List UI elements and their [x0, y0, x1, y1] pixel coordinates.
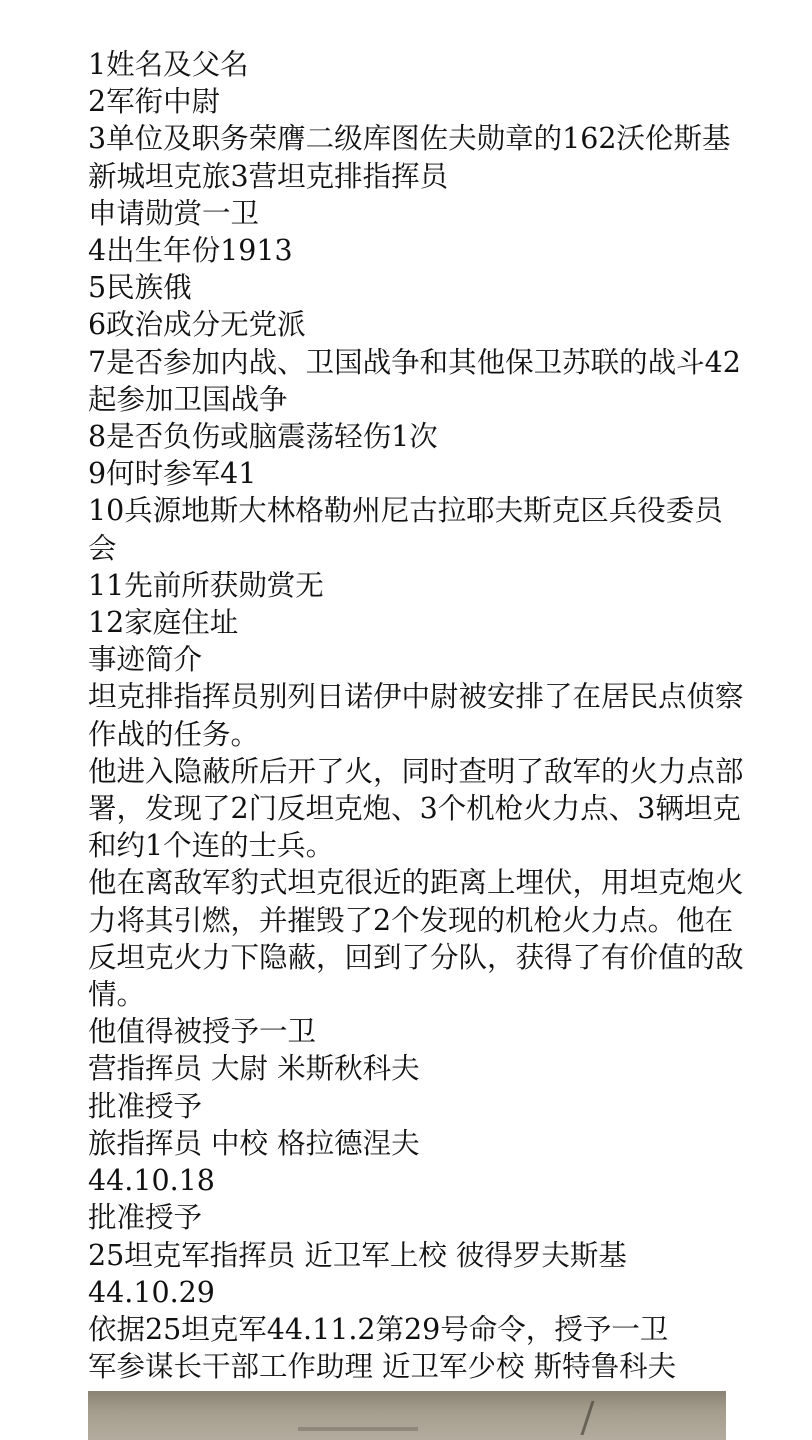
summary-heading: 事迹简介 — [88, 643, 203, 677]
field-wounds: 8是否负伤或脑震荡轻伤1次 — [88, 420, 438, 454]
approval-note: 批准授予 — [88, 1089, 203, 1123]
approval-date: 44.10.18 — [88, 1164, 215, 1198]
summary-paragraph: 他在离敌军豹式坦克很近的距离上埋伏，用坦克炮火力将其引燃，并摧毁了2个发现的机枪火力点。他在反坦克火力下隐蔽，回到了分队，获得了有价值的敌情。 — [88, 866, 744, 1012]
field-war-participation: 7是否参加内战、卫国战争和其他保卫苏联的战斗42起参加卫国战争 — [88, 345, 741, 416]
field-rank: 2军衔中尉 — [88, 85, 221, 119]
field-birth-year: 4出生年份1913 — [88, 234, 293, 268]
field-unit-position: 3单位及职务荣膺二级库图佐夫勋章的162沃伦斯基新城坦克旅3营坦克排指挥员 — [88, 122, 731, 193]
field-home-address: 12家庭住址 — [88, 606, 239, 640]
field-enlistment: 9何时参军41 — [88, 457, 257, 491]
field-party: 6政治成分无党派 — [88, 308, 306, 342]
battalion-commander-signature: 营指挥员 大尉 米斯秋科夫 — [88, 1052, 420, 1086]
scanned-document-strip — [88, 1391, 726, 1440]
field-name: 1姓名及父名 — [88, 48, 249, 81]
award-document — [88, 46, 748, 1385]
corps-commander-signature: 25坦克军指挥员 近卫军上校 彼得罗夫斯基 — [88, 1238, 627, 1272]
staff-officer-signature: 军参谋长干部工作助理 近卫军少校 斯特鲁科夫 — [88, 1350, 677, 1384]
brigade-commander-signature: 旅指挥员 中校 格拉德涅夫 — [88, 1126, 420, 1160]
field-nationality: 5民族俄 — [88, 271, 192, 305]
summary-conclusion: 他值得被授予一卫 — [88, 1015, 317, 1049]
approval-note: 批准授予 — [88, 1201, 203, 1235]
scan-ink-line — [298, 1427, 418, 1431]
field-previous-awards: 11先前所获勋赏无 — [88, 568, 324, 602]
summary-paragraph: 他进入隐蔽所后开了火，同时查明了敌军的火力点部署，发现了2门反坦克炮、3个机枪火力点、3辆坦克和约1个连的士兵。 — [88, 754, 744, 863]
summary-paragraph: 坦克排指挥员别列日诺伊中尉被安排了在居民点侦察作战的任务。 — [88, 680, 744, 751]
field-award-request: 申请勋赏一卫 — [88, 196, 260, 230]
award-order: 依据25坦克军44.11.2第29号命令，授予一卫 — [88, 1312, 669, 1346]
scan-handwriting-mark — [580, 1401, 612, 1435]
approval-date: 44.10.29 — [88, 1275, 215, 1309]
field-draft-office: 10兵源地斯大林格勒州尼古拉耶夫斯克区兵役委员会 — [88, 494, 723, 565]
